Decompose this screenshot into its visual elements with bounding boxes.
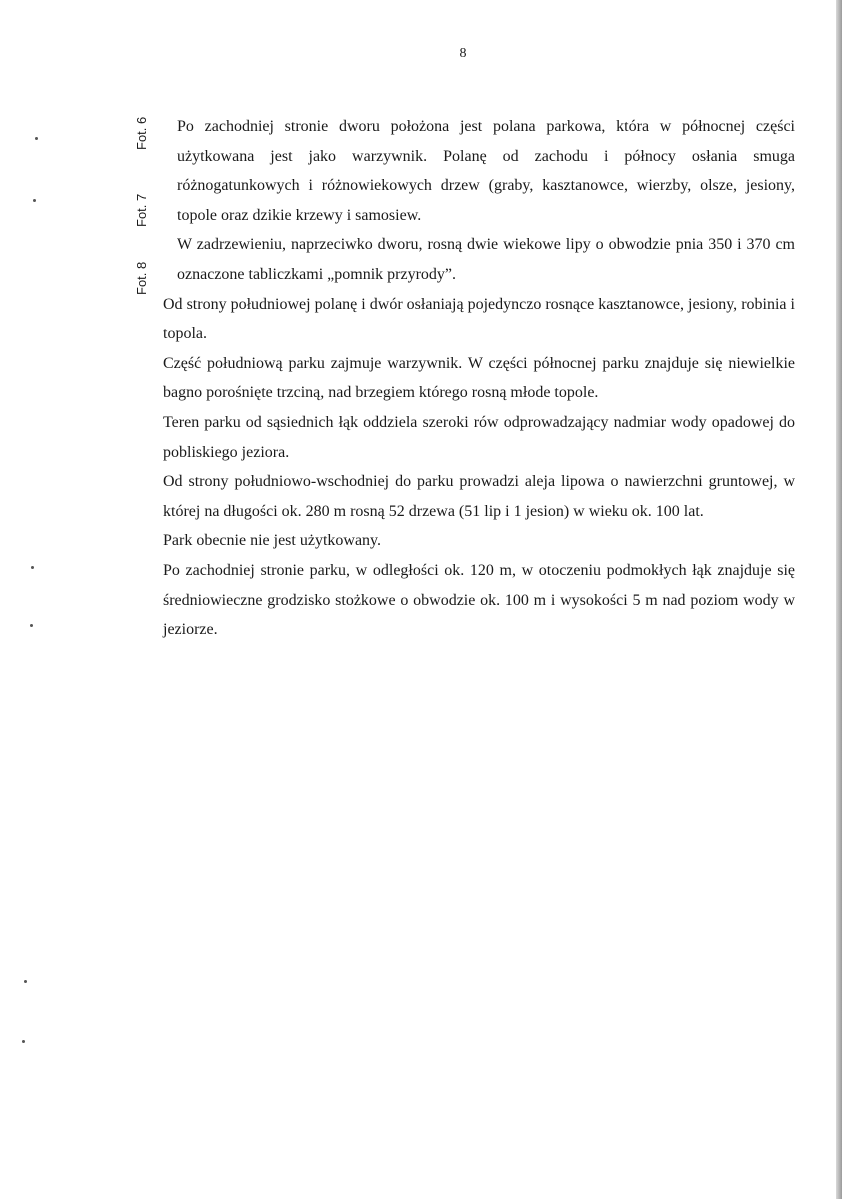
scan-speck (30, 624, 33, 627)
photo-label-8: Fot. 8 (134, 261, 149, 295)
photo-label-7: Fot. 7 (134, 193, 149, 227)
scan-speck (35, 137, 38, 140)
scan-speck (31, 566, 34, 569)
scan-speck (24, 980, 27, 983)
photo-label-6: Fot. 6 (134, 116, 149, 150)
paragraph: Po zachodniej stronie dworu położona jest polana parkowa, która w północnej części użytkowana jest jako warzywnik. Polanę od zachodu i północy osłania smuga różnogatunkowych i różnowiekowych drzew (graby, kasztanowce, wierzby, olsze, jesiony, topole oraz dzikie krzewy i samosiew. (177, 118, 795, 224)
paragraph: Teren parku od sąsiednich łąk oddziela szeroki rów odprowadzający nadmiar wody opadowej do pobliskiego jeziora. (163, 413, 795, 461)
photo-references (122, 105, 168, 305)
paragraph: W zadrzewieniu, naprzeciwko dworu, rosną dwie wiekowe lipy o obwodzie pnia 350 i 370 cm oznaczone tabliczkami „pomnik przyrody”. (177, 236, 795, 283)
paragraph: Park obecnie nie jest użytkowany. (163, 532, 382, 550)
paragraph: Po zachodniej stronie parku, w odległości ok. 120 m, w otoczeniu podmokłych łąk znajduje się średniowieczne grodzisko stożkowe o obwodzie ok. 100 m i wysokości 5 m nad poziom wody w jeziorze. (163, 561, 795, 639)
scan-edge-shadow (836, 0, 842, 1199)
paragraph: Część południową parku zajmuje warzywnik. W części północnej parku znajduje się niewielkie bagno porośnięte trzciną, nad brzegiem którego rosną młode topole. (163, 354, 795, 402)
body-text (163, 112, 795, 645)
scan-speck (33, 199, 36, 202)
page-number: 8 (459, 46, 467, 61)
scan-speck (22, 1040, 25, 1043)
paragraph: Od strony południowo-wschodniej do parku prowadzi aleja lipowa o nawierzchni gruntowej, w której na długości ok. 280 m rosną 52 drzewa (51 lip i 1 jesion) w wieku ok. 100 lat. (163, 473, 795, 520)
paragraph: Od strony południowej polanę i dwór osłaniają pojedynczo rosnące kasztanowce, jesiony, robinia i topola. (163, 295, 795, 343)
